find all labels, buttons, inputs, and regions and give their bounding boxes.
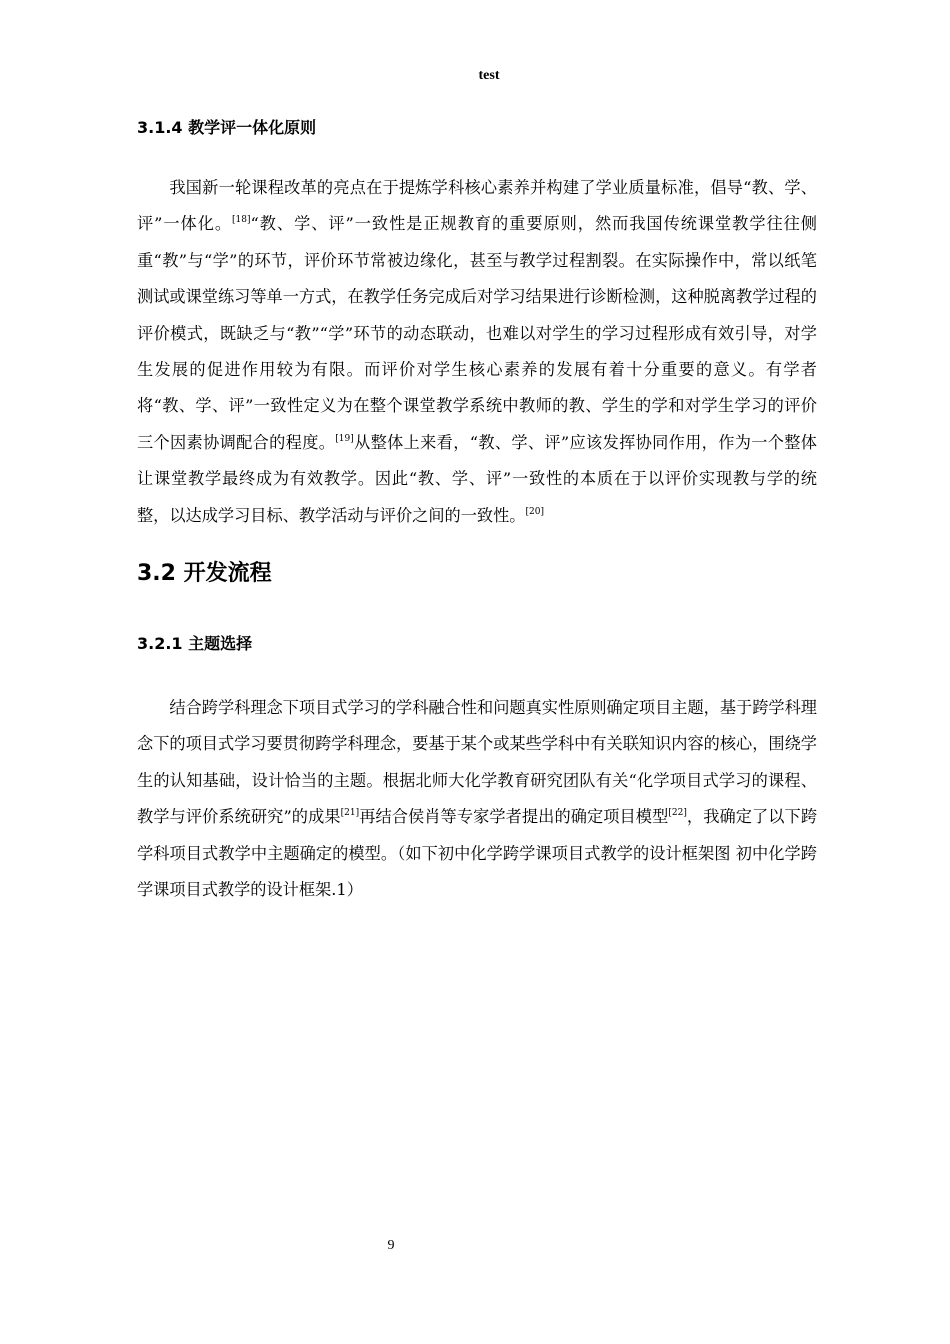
paragraph-text: 再结合侯肖等专家学者提出的确定项目模型 — [359, 807, 669, 827]
citation-ref[interactable]: [18] — [232, 215, 251, 226]
page-number: 9 — [387, 1238, 395, 1253]
page-header: test — [478, 68, 500, 83]
heading-3-2-1: 3.2.1 主题选择 — [137, 634, 253, 654]
paragraph-3-2-1 — [137, 690, 817, 908]
citation-ref[interactable]: [20] — [525, 506, 544, 517]
page-content — [137, 112, 817, 909]
paragraph-text: 我国新一轮课程改革的亮点在于提炼学科核心素养并构建了学业质量标准，倡导“教、学、评”一体化。 — [137, 178, 817, 234]
paragraph-text: 从整体上来看，“教、学、评”应该发挥协同作用，作为一个整体让课堂教学最终成为有效教学。因此“教、学、评”一致性的本质在于以评价实现教与学的统整，以达成学习目标、教学活动与评价之间的一致性。 — [137, 432, 817, 525]
citation-ref[interactable]: [22] — [668, 808, 687, 819]
paragraph-3-1-4 — [137, 170, 817, 534]
citation-ref[interactable]: [19] — [335, 433, 354, 444]
paragraph-text: 结合跨学科理念下项目式学习的学科融合性和问题真实性原则确定项目主题，基于跨学科理念下的项目式学习要贯彻跨学科理念，要基于某个或某些学科中有关联知识内容的核心，围绕学生的认知基础，设计恰当的主题。根据北师大化学教育研究团队有关“化学项目式学习的课程、教学与评价系统研究”的成果 — [137, 698, 817, 827]
heading-3-1-4: 3.1.4 教学评一体化原则 — [137, 118, 317, 137]
heading-3-2: 3.2 开发流程 — [137, 561, 272, 587]
citation-ref[interactable]: [21] — [340, 808, 360, 819]
paragraph-text: “教、学、评”一致性是正规教育的重要原则，然而我国传统课堂教学往往侧重“教”与“学”的环节，评价环节常被边缘化，甚至与教学过程割裂。在实际操作中，常以纸笔测试或课堂练习等单一方式，在教学任务完成后对学习结果进行诊断检测，这种脱离教学过程的评价模式，既缺乏与“教”“学”环节的动态联动，也难以对学生的学习过程形成有效引导，对学生发展的促进作用较为有限。而评价对学生核心素养的发展有着十分重要的意义。有学者将“教、学、评”一致性定义为在整个课堂教学系统中教师的教、学生的学和对学生学习的评价三个因素协调配合的程度。 — [137, 214, 817, 452]
paragraph-text: ，我确定了以下跨学科项目式教学中主题确定的模型。（如下初中化学跨学课项目式教学的设计框架图 初中化学跨学课项目式教学的设计框架.1） — [137, 807, 818, 900]
